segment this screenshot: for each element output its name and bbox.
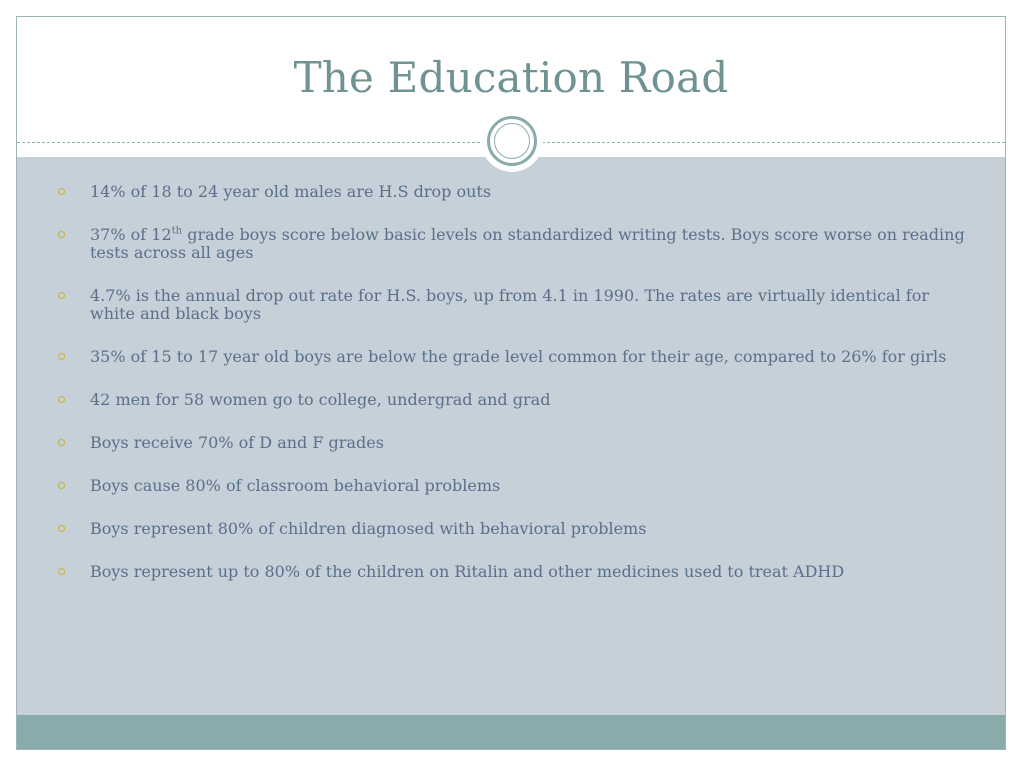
- bullet-text: [90, 225, 965, 262]
- bullet-text: [90, 433, 384, 452]
- bullet-icon: [58, 525, 65, 532]
- bullet-text-part: Boys represent up to 80% of the children on Ritalin and other medicines used to treat ADHD: [90, 562, 845, 581]
- ordinal-superscript: th: [171, 225, 183, 237]
- bullet-text-part: Boys receive 70% of D and F grades: [90, 433, 384, 452]
- bullet-item: [58, 434, 968, 452]
- bullet-text: [90, 182, 491, 201]
- bullet-item: [58, 391, 968, 409]
- bullet-text: [90, 519, 646, 538]
- bullet-item: [58, 348, 968, 366]
- bullet-icon: [58, 439, 65, 446]
- bullet-text-part: 4.7% is the annual drop out rate for H.S. boys, up from 4.1 in 1990. The rates are virtually identical for white and black boys: [90, 286, 929, 323]
- bullet-item: [58, 287, 968, 323]
- bullet-item: [58, 477, 968, 495]
- bullet-item: [58, 183, 968, 201]
- bullet-text-part: 37% of 12: [90, 225, 172, 244]
- bullet-icon: [58, 353, 65, 360]
- bullet-icon: [58, 188, 65, 195]
- slide-title: The Education Road: [293, 53, 729, 102]
- title-ornament-icon: [481, 110, 543, 172]
- bullet-list: [58, 183, 968, 606]
- bullet-text: [90, 286, 929, 323]
- bullet-text-part: grade boys score below basic levels on standardized writing tests. Boys score worse on reading tests across all ages: [90, 225, 965, 262]
- bullet-icon: [58, 396, 65, 403]
- bullet-item: [58, 226, 968, 262]
- bullet-item: [58, 520, 968, 538]
- bullet-item: [58, 563, 968, 581]
- bullet-icon: [58, 231, 65, 238]
- bullet-text: [90, 347, 946, 366]
- bullet-text-part: Boys cause 80% of classroom behavioral problems: [90, 476, 501, 495]
- bullet-text: [90, 390, 550, 409]
- bullet-text-part: 42 men for 58 women go to college, undergrad and grad: [90, 390, 551, 409]
- ornament-inner-ring: [494, 123, 530, 159]
- bullet-text: [90, 562, 844, 581]
- bullet-text-part: 35% of 15 to 17 year old boys are below the grade level common for their age, compared to 26% for girls: [90, 347, 947, 366]
- bullet-icon: [58, 482, 65, 489]
- ornament-ring: [487, 116, 537, 166]
- bullet-icon: [58, 568, 65, 575]
- bullet-text-part: 14% of 18 to 24 year old males are H.S drop outs: [90, 182, 492, 201]
- bullet-text-part: Boys represent 80% of children diagnosed with behavioral problems: [90, 519, 647, 538]
- bullet-icon: [58, 292, 65, 299]
- footer-band: [17, 715, 1005, 749]
- bullet-text: [90, 476, 500, 495]
